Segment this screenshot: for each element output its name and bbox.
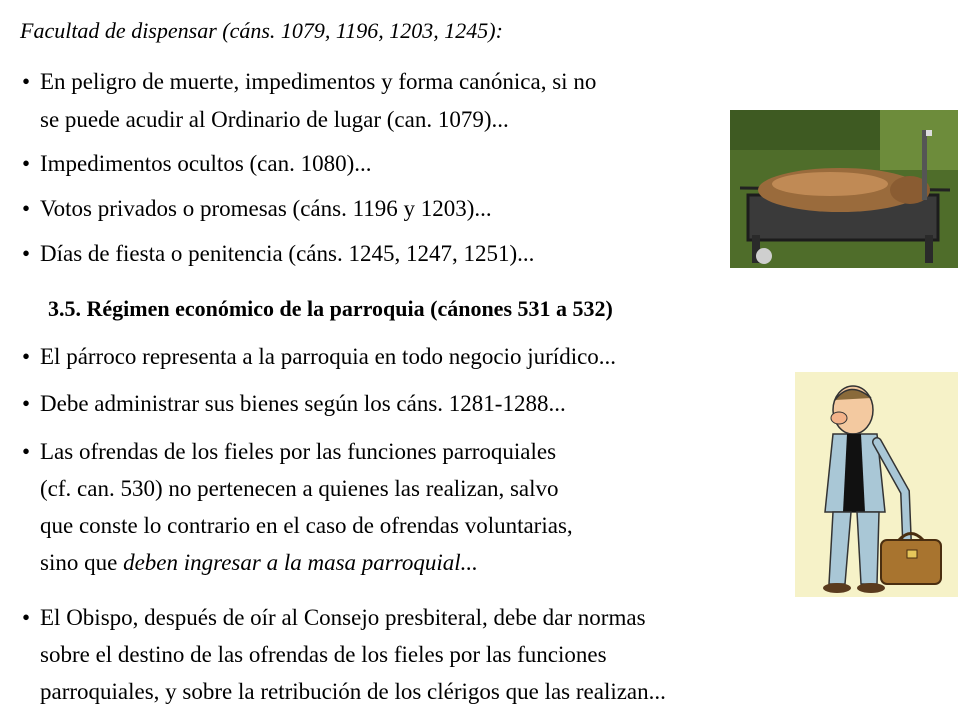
list-item-text: Impedimentos ocultos (can. 1080)... xyxy=(40,151,372,176)
list-item-text: Debe administrar sus bienes según los cáns. 1281-1288... xyxy=(40,391,566,416)
list-item xyxy=(22,390,566,418)
list-item-text: En peligro de muerte, impedimentos y forma canónica, si no xyxy=(40,69,597,94)
list-item xyxy=(22,195,492,223)
bullet: • xyxy=(22,241,31,266)
roast-pig-illustration xyxy=(730,110,958,268)
bullet: • xyxy=(22,605,31,630)
list-item-continuation: se puede acudir al Ordinario de lugar (can. 1079)... xyxy=(40,107,509,132)
list-item-text: Las ofrendas de los fieles por las funciones parroquiales xyxy=(40,439,557,464)
bullet: • xyxy=(22,151,31,176)
bullet: • xyxy=(22,344,31,369)
list-item xyxy=(22,68,596,96)
sad-man-illustration xyxy=(795,372,958,597)
list-item-text: El párroco representa a la parroquia en todo negocio jurídico... xyxy=(40,344,617,369)
list-item xyxy=(22,150,372,178)
bullet: • xyxy=(22,69,31,94)
bullet: • xyxy=(22,391,31,416)
list-item xyxy=(22,343,616,371)
slide-title: Facultad de dispensar (cáns. 1079, 1196, 1203, 1245): xyxy=(20,18,503,43)
list-item-text: sino que xyxy=(40,550,124,575)
sad-man-cartoon xyxy=(795,372,958,597)
section-heading: 3.5. Régimen económico de la parroquia (cánones 531 a 532) xyxy=(48,296,613,321)
bullet: • xyxy=(22,196,31,221)
list-item-continuation: (cf. can. 530) no pertenecen a quienes las realizan, salvo xyxy=(40,476,559,501)
list-item xyxy=(22,604,646,632)
roast-pig-photo xyxy=(730,110,958,268)
emphasis-text: deben ingresar a la masa parroquial... xyxy=(123,550,478,575)
bullet: • xyxy=(22,439,31,464)
list-item-text: Votos privados o promesas (cáns. 1196 y 1203)... xyxy=(40,196,492,221)
list-item-continuation: que conste lo contrario en el caso de ofrendas voluntarias, xyxy=(40,513,573,538)
list-item-continuation: sobre el destino de las ofrendas de los fieles por las funciones xyxy=(40,642,607,667)
list-item xyxy=(22,240,534,268)
list-item-continuation: parroquiales, y sobre la retribución de los clérigos que las realizan... xyxy=(40,679,666,704)
list-item-continuation xyxy=(40,549,478,577)
list-item xyxy=(22,438,556,466)
list-item-text: El Obispo, después de oír al Consejo presbiteral, debe dar normas xyxy=(40,605,646,630)
list-item-text: Días de fiesta o penitencia (cáns. 1245, 1247, 1251)... xyxy=(40,241,535,266)
